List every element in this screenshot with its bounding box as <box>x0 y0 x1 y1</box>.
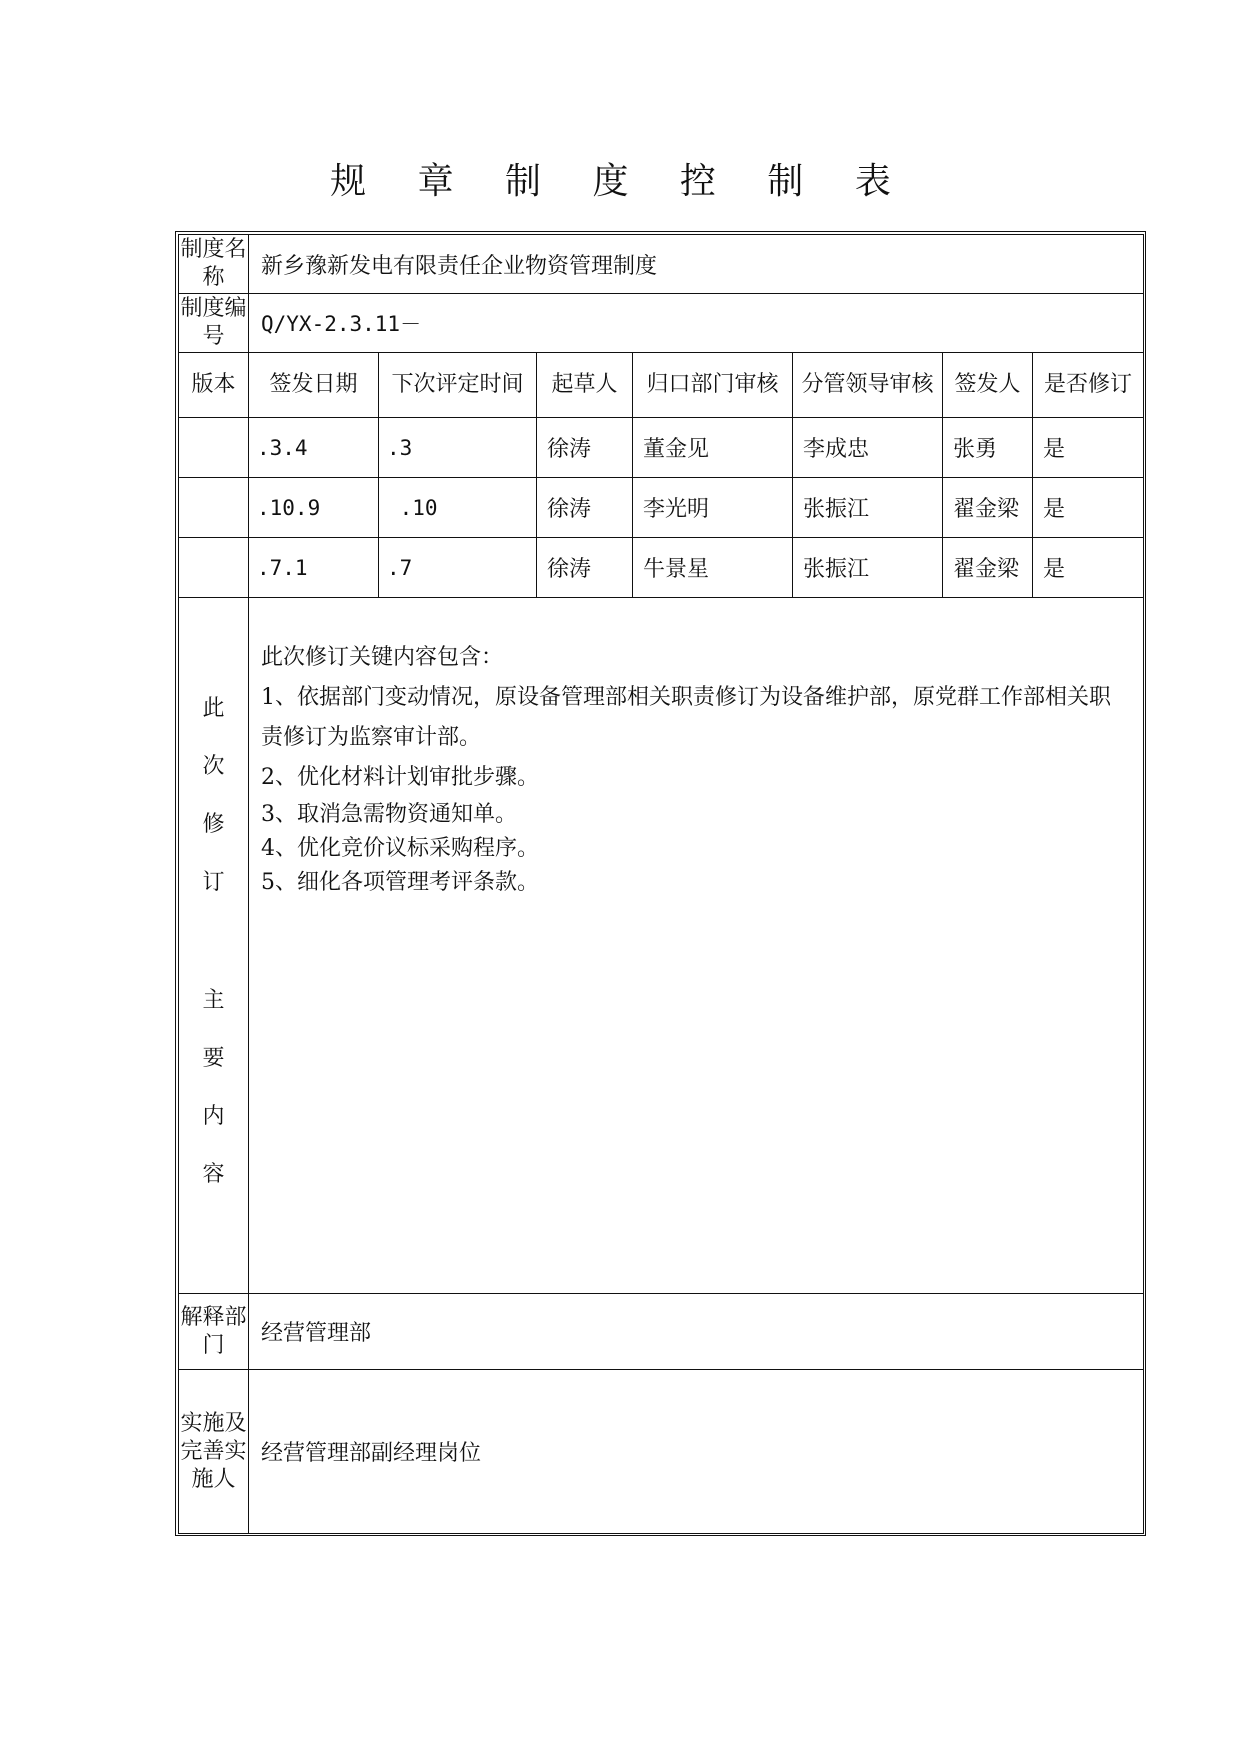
revision-label-char: 此 <box>202 696 225 721</box>
page-title: 规 章 制 度 控 制 表 <box>330 161 911 202</box>
revision-item: 5、细化各项管理考评条款。 <box>261 870 539 895</box>
interpret-dept-value: 经营管理部 <box>249 1294 1144 1370</box>
system-name-value: 新乡豫新发电有限责任企业物资管理制度 <box>249 235 1144 294</box>
row2-version <box>179 478 249 538</box>
implementer-value: 经营管理部副经理岗位 <box>249 1370 1144 1534</box>
header-drafter: 起草人 <box>537 353 633 418</box>
header-next-review: 下次评定时间 <box>379 353 537 418</box>
row1-issuer: 张勇 <box>943 418 1033 478</box>
revision-item: 1、依据部门变动情况，原设备管理部相关职责修订为设备维护部，原党群工作部相关职责修订为监察审计部。 <box>261 685 1111 750</box>
revision-intro: 此次修订关键内容包含： <box>261 645 504 670</box>
interpret-dept-row <box>179 1294 1144 1370</box>
row3-revised: 是 <box>1033 538 1144 598</box>
revision-label-char: 主 <box>202 988 225 1013</box>
row1-issue-date: .3.4 <box>249 418 379 478</box>
revision-label-char: 订 <box>202 870 225 895</box>
revision-label-char: 次 <box>202 754 225 779</box>
row2-next-review: .10 <box>379 478 537 538</box>
revision-label-char: 内 <box>202 1104 225 1129</box>
revision-item: 3、取消急需物资通知单。 <box>261 802 517 827</box>
row1-revised: 是 <box>1033 418 1144 478</box>
revision-label-char: 修 <box>202 812 225 837</box>
row2-drafter: 徐涛 <box>537 478 633 538</box>
implementer-label: 实施及完善实施人 <box>179 1370 249 1534</box>
header-issuer: 签发人 <box>943 353 1033 418</box>
row2-dept-review: 李光明 <box>633 478 793 538</box>
interpret-dept-label: 解释部门 <box>179 1294 249 1370</box>
row2-issue-date: .10.9 <box>249 478 379 538</box>
system-code-label: 制度编号 <box>179 294 249 353</box>
header-revised: 是否修订 <box>1033 353 1144 418</box>
system-name-label: 制度名称 <box>179 235 249 294</box>
version-header-row <box>179 353 1144 418</box>
row1-version <box>179 418 249 478</box>
row1-drafter: 徐涛 <box>537 418 633 478</box>
system-name-row <box>179 235 1144 294</box>
header-version: 版本 <box>179 353 249 418</box>
revision-row <box>179 598 1144 1294</box>
row3-issuer: 翟金梁 <box>943 538 1033 598</box>
header-issue-date: 签发日期 <box>249 353 379 418</box>
row1-dept-review: 董金见 <box>633 418 793 478</box>
table-row <box>179 418 1144 478</box>
row3-dept-review: 牛景星 <box>633 538 793 598</box>
implementer-row <box>179 1370 1144 1534</box>
revision-label <box>179 598 249 1294</box>
header-dept-review: 归口部门审核 <box>633 353 793 418</box>
row3-version <box>179 538 249 598</box>
row3-drafter: 徐涛 <box>537 538 633 598</box>
header-leader-review: 分管领导审核 <box>793 353 943 418</box>
system-code-value: Q/YX-2.3.11－ <box>249 294 1144 353</box>
revision-content <box>249 598 1144 1294</box>
row3-next-review: .7 <box>379 538 537 598</box>
row2-revised: 是 <box>1033 478 1144 538</box>
revision-label-char: 容 <box>202 1162 225 1187</box>
row1-leader-review: 李成忠 <box>793 418 943 478</box>
row1-next-review: .3 <box>379 418 537 478</box>
table-row <box>179 538 1144 598</box>
control-table <box>178 234 1144 1534</box>
row2-issuer: 翟金梁 <box>943 478 1033 538</box>
revision-item: 2、优化材料计划审批步骤。 <box>261 765 539 790</box>
row2-leader-review: 张振江 <box>793 478 943 538</box>
revision-item: 4、优化竞价议标采购程序。 <box>261 836 539 861</box>
row3-leader-review: 张振江 <box>793 538 943 598</box>
table-row <box>179 478 1144 538</box>
revision-label-char: 要 <box>202 1046 225 1071</box>
system-code-row <box>179 294 1144 353</box>
row3-issue-date: .7.1 <box>249 538 379 598</box>
